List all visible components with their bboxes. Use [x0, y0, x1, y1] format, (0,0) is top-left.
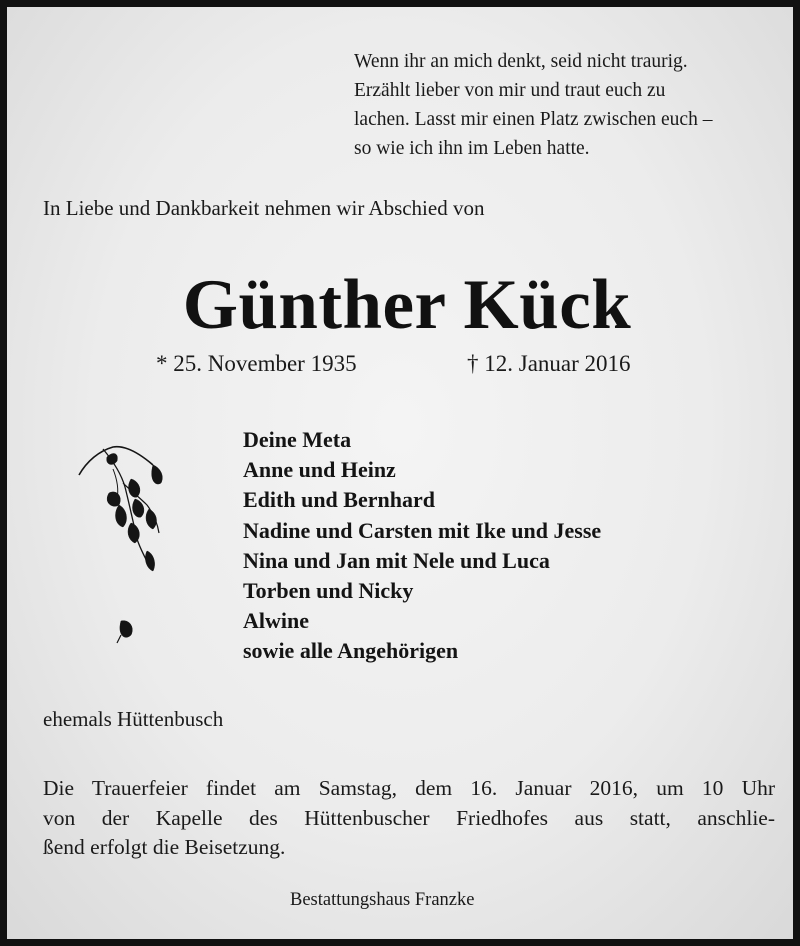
funeral-home: Bestattungshaus Franzke: [290, 890, 475, 910]
mourners-list: [243, 425, 601, 667]
ceremony-notice: [43, 774, 775, 863]
deceased-name: Günther Kück: [182, 266, 632, 344]
former-residence: ehemals Hüttenbusch: [43, 707, 224, 731]
ceremony-line: von der Kapelle des Hüttenbuscher Friedhofes aus statt, anschlie-: [43, 805, 775, 830]
poem: [354, 47, 784, 163]
mourner-entry: Nadine und Carsten mit Ike und Jesse: [243, 517, 602, 543]
poem-line: lachen. Lasst mir einen Platz zwischen euch –: [354, 109, 713, 130]
ceremony-line: Die Trauerfeier findet am Samstag, dem 16. Januar 2016, um 10 Uhr: [43, 776, 775, 800]
birth-date: * 25. November 1935: [156, 351, 357, 376]
poem-line: Erzählt lieber von mir und traut euch zu: [354, 80, 666, 101]
mourner-entry: Edith und Bernhard: [243, 487, 435, 513]
intro-text: In Liebe und Dankbarkeit nehmen wir Abschied von: [43, 196, 485, 220]
mourner-entry: sowie alle Angehörigen: [243, 638, 459, 664]
mourner-entry: Anne und Heinz: [243, 457, 396, 483]
mourner-entry: Nina und Jan mit Nele und Luca: [243, 547, 550, 573]
mourner-entry: Torben und Nicky: [243, 578, 414, 604]
poem-line: so wie ich ihn im Leben hatte.: [354, 138, 590, 159]
death-date: † 12. Januar 2016: [467, 351, 631, 376]
poem-line: Wenn ihr an mich denkt, seid nicht traurig.: [354, 51, 688, 72]
mourner-entry: Alwine: [243, 608, 309, 634]
mourner-entry: Deine Meta: [243, 427, 352, 452]
ceremony-line: ßend erfolgt die Beisetzung.: [43, 835, 286, 859]
leaf-branch-icon: [73, 439, 177, 655]
